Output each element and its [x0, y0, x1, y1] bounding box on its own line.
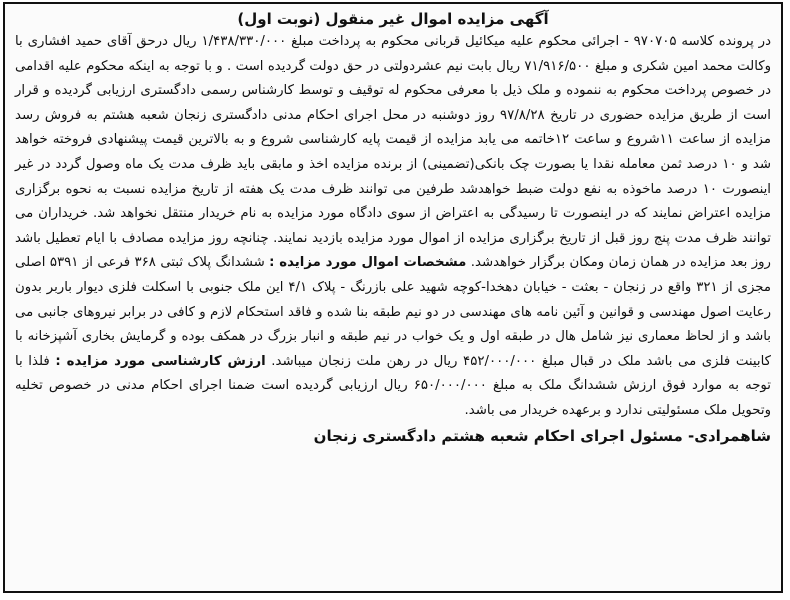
notice-body: [15, 30, 771, 424]
valuation-text: فلذا با توجه به موارد فوق ارزش ششدانگ ملک به مبلغ ۶۵۰/۰۰۰/۰۰۰ ریال ارزیابی گردیده است ضمنا اجرای احکام مدنی در خصوص تخلیه وتحویل ملک مسئولیتی ندارد و برعهده خریدار می باشد.: [15, 353, 771, 418]
notice-paragraph: در پرونده کلاسه ۹۷۰۷۰۵ - اجرائی محکوم علیه میکائیل قربانی محکوم به پرداخت مبلغ ۱/۴۳۸/۳۳۰/۰۰۰ ریال درحق آقای حمید افشاری با وکالت محمد امین شکری و مبلغ ۷۱/۹۱۶/۵۰۰ ریال بابت نیم عشردولتی در حق دولت گردیده است . و با توجه به اینکه محکوم علیه اقدامی در خصوص پرداخت محکوم به ننموده و ملک ذیل با معرفی محکوم له توقیف و توسط کارشناس رسمی دادگستری ارزیابی گردیده و قرار است از طریق مزایده حضوری در تاریخ ۹۷/۸/۲۸ روز دوشنبه در محل اجرای احکام مدنی دادگستری زنجان شعبه هشتم به فروش رسد مزایده از ساعت ۱۱شروع و ساعت ۱۲خاتمه می یابد مزایده از قیمت پایه کارشناسی شروع و به بالاترین قیمت پیشنهادی فروخته خواهد شد و ۱۰ درصد ثمن معامله نقدا یا بصورت چک بانکی(تضمینی) از برنده مزایده اخذ و مابقی باید ظرف مدت یک ماه وصول گردد در غیر اینصورت ۱۰ درصد ماخوذه به نفع دولت ضبط خواهدشد طرفین می توانند ظرف مدت یک هفته از تاریخ مزایده نسبت به نحوه برگزاری مزایده اعتراض نمایند که در اینصورت تا رسیدگی به اعتراض از سوی دادگاه مورد مزایده به نام خریدار منتقل نخواهد شد. خریداران می توانند ظرف مدت پنج روز قبل از تاریخ برگزاری مزایده از اموال مورد مزایده بازدید نمایند. چنانچه روز مزایده مصادف با ایام تعطیل باشد روز بعد مزایده در همان زمان ومکان برگزار خواهدشد.: [15, 34, 771, 271]
notice-title: آگهی مزایده اموال غیر منقول (نوبت اول): [237, 10, 549, 28]
valuation-heading: ارزش کارشناسی مورد مزایده :: [55, 353, 266, 369]
specs-heading: مشخصات اموال مورد مزایده :: [269, 255, 467, 271]
auction-notice: [3, 2, 783, 593]
notice-signature: شاهمرادی- مسئول اجرای احکام شعبه هشتم دادگستری زنجان: [313, 426, 771, 445]
specs-text: ششدانگ پلاک ثبتی ۳۶۸ فرعی از ۵۳۹۱ اصلی مجزی از ۳۲۱ واقع در زنجان - بعثت - خیابان دهخدا-کوچه شهید علی بازرنگ - پلاک ۴/۱ این ملک جنوبی با اسکلت فلزی دیوار باربر بدون رعایت اصول مهندسی و قوانین و آئین نامه های مهندسی در دو نیم طبقه بنا شده و فاقد استحکام لازم و کافی در برابر نیروهای جانبی می باشد و از لحاظ معماری نیز شامل هال در طبقه اول و یک خواب در نیم طبقه و انبار بزرگ در همکف بوده و گرمایش بخاری آشپزخانه با کابینت فلزی می باشد ملک در قبال مبلغ ۴۵۲/۰۰۰/۰۰۰ ریال در رهن ملت زنجان میباشد.: [15, 255, 772, 369]
